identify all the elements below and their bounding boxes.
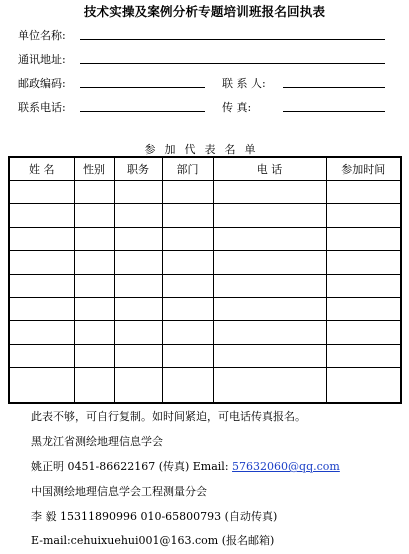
header-phone: 电 话 bbox=[213, 157, 326, 181]
address-field[interactable] bbox=[80, 63, 385, 64]
unit-field[interactable] bbox=[80, 39, 385, 40]
table-cell[interactable] bbox=[326, 321, 401, 344]
table-cell[interactable] bbox=[9, 204, 74, 227]
table-cell[interactable] bbox=[162, 321, 213, 344]
table-row bbox=[9, 298, 401, 321]
roster-table bbox=[8, 156, 402, 404]
phone-field[interactable] bbox=[80, 111, 205, 112]
table-cell[interactable] bbox=[213, 251, 326, 274]
table-cell[interactable] bbox=[74, 181, 114, 204]
table-cell[interactable] bbox=[114, 274, 162, 297]
table-row bbox=[9, 274, 401, 297]
table-row bbox=[9, 368, 401, 403]
contact-yao bbox=[31, 458, 340, 474]
table-cell[interactable] bbox=[114, 321, 162, 344]
table-cell[interactable] bbox=[326, 181, 401, 204]
table-cell[interactable] bbox=[74, 204, 114, 227]
table-cell[interactable] bbox=[74, 344, 114, 367]
table-cell[interactable] bbox=[162, 227, 213, 250]
table-cell[interactable] bbox=[213, 344, 326, 367]
table-cell[interactable] bbox=[9, 298, 74, 321]
table-cell[interactable] bbox=[326, 274, 401, 297]
table-cell[interactable] bbox=[326, 298, 401, 321]
table-row bbox=[9, 181, 401, 204]
table-cell[interactable] bbox=[9, 344, 74, 367]
table-cell[interactable] bbox=[162, 181, 213, 204]
table-cell[interactable] bbox=[9, 251, 74, 274]
table-row bbox=[9, 227, 401, 250]
header-position: 职务 bbox=[114, 157, 162, 181]
table-cell[interactable] bbox=[74, 321, 114, 344]
registration-email: E-mail:cehuixuehui001@163.com (报名邮箱) bbox=[31, 534, 275, 547]
table-row bbox=[9, 251, 401, 274]
phone-label: 联系电话: bbox=[18, 101, 66, 114]
roster-header-row bbox=[9, 157, 401, 181]
table-cell[interactable] bbox=[213, 274, 326, 297]
org-heilongjiang: 黑龙江省测绘地理信息学会 bbox=[31, 435, 163, 448]
table-cell[interactable] bbox=[114, 344, 162, 367]
header-name: 姓 名 bbox=[9, 157, 74, 181]
org-engineering-survey: 中国测绘地理信息学会工程测量分会 bbox=[31, 485, 207, 498]
contact-field[interactable] bbox=[283, 87, 385, 88]
header-department: 部门 bbox=[162, 157, 213, 181]
table-cell[interactable] bbox=[213, 368, 326, 403]
table-row bbox=[9, 204, 401, 227]
postcode-label: 邮政编码: bbox=[18, 77, 66, 90]
table-cell[interactable] bbox=[326, 368, 401, 403]
table-cell[interactable] bbox=[114, 227, 162, 250]
table-cell[interactable] bbox=[9, 181, 74, 204]
table-cell[interactable] bbox=[74, 274, 114, 297]
table-cell[interactable] bbox=[114, 181, 162, 204]
table-cell[interactable] bbox=[114, 204, 162, 227]
table-row bbox=[9, 344, 401, 367]
contact-yao-text: 姚正明 0451-86622167 (传真) Email: bbox=[31, 460, 229, 473]
table-cell[interactable] bbox=[162, 251, 213, 274]
table-cell[interactable] bbox=[114, 298, 162, 321]
table-cell[interactable] bbox=[162, 298, 213, 321]
table-cell[interactable] bbox=[326, 204, 401, 227]
note-copy: 此表不够，可自行复制。如时间紧迫，可电话传真报名。 bbox=[31, 410, 306, 423]
table-cell[interactable] bbox=[114, 251, 162, 274]
table-cell[interactable] bbox=[74, 227, 114, 250]
contact-label: 联 系 人: bbox=[222, 77, 266, 90]
table-cell[interactable] bbox=[326, 251, 401, 274]
fax-label: 传 真: bbox=[222, 101, 252, 114]
header-gender: 性别 bbox=[74, 157, 114, 181]
table-cell[interactable] bbox=[162, 368, 213, 403]
header-attend-time: 参加时间 bbox=[326, 157, 401, 181]
postcode-field[interactable] bbox=[80, 87, 205, 88]
form-title: 技术实操及案例分析专题培训班报名回执表 bbox=[83, 4, 326, 19]
contact-li: 李 毅 15311890996 010-65800793 (自动传真) bbox=[31, 510, 278, 523]
table-cell[interactable] bbox=[213, 298, 326, 321]
unit-label: 单位名称: bbox=[18, 29, 66, 42]
email-link-qq[interactable]: 57632060@qq.com bbox=[232, 460, 340, 473]
table-cell[interactable] bbox=[9, 368, 74, 403]
table-cell[interactable] bbox=[213, 321, 326, 344]
table-cell[interactable] bbox=[326, 344, 401, 367]
table-cell[interactable] bbox=[326, 227, 401, 250]
table-cell[interactable] bbox=[74, 251, 114, 274]
table-row bbox=[9, 321, 401, 344]
table-cell[interactable] bbox=[213, 204, 326, 227]
table-cell[interactable] bbox=[162, 344, 213, 367]
table-cell[interactable] bbox=[213, 181, 326, 204]
table-cell[interactable] bbox=[162, 274, 213, 297]
table-cell[interactable] bbox=[213, 227, 326, 250]
roster-title: 参加代表名单 bbox=[144, 143, 265, 156]
table-cell[interactable] bbox=[74, 298, 114, 321]
table-cell[interactable] bbox=[114, 368, 162, 403]
table-cell[interactable] bbox=[74, 368, 114, 403]
table-cell[interactable] bbox=[9, 227, 74, 250]
table-cell[interactable] bbox=[9, 321, 74, 344]
fax-field[interactable] bbox=[283, 111, 385, 112]
table-cell[interactable] bbox=[9, 274, 74, 297]
table-cell[interactable] bbox=[162, 204, 213, 227]
address-label: 通讯地址: bbox=[18, 53, 66, 66]
